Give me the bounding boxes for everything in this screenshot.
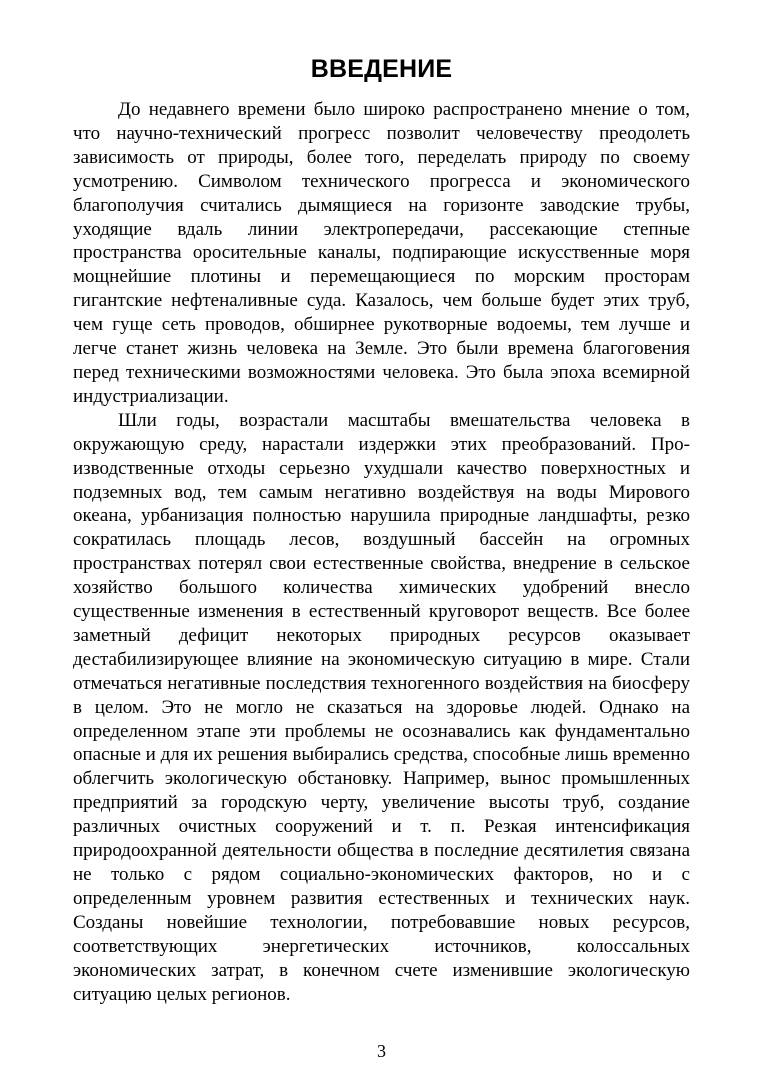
paragraph-consequences: Шли годы, возрастали масштабы вмешательства человека в окружающую среду, нарастали издержки этих преобразований. Производственные отходы серьезно ухудшали качество поверхностных и подземных вод, тем самым негативно воздействуя на воды Мирового океана, урбанизация полностью нарушила природные ландшафты, резко сократилась площадь лесов, воздушный бассейн на огромных пространствах потерял свои естественные свойства, внедрение в сельское хозяйство большого количества химических удобрений внесло существенные изменения в естественный круговорот веществ. Все более заметный дефицит некоторых природных ресурсов оказывает дестабилизирующее влияние на экономическую ситуацию в мире. Стали отмечаться негативные последствия техногенного воздействия на биосферу в целом. Это не могло не сказаться на здоровье людей. Однако на определенном этапе эти проблемы не осознавались как фундаментально опасные и для их решения выбирались средства, способные лишь временно облегчить экологическую обстановку. Например, вынос промышленных предприятий за городскую черту, увеличение высоты труб, создание различных очистных сооружений и т. п. Резкая интенсификация природоохранной деятельности общества в последние десятилетия связана не только с рядом социально-экономических факторов, но и с определенным уровнем развития естественных и технических наук. Созданы новейшие технологии, потребовавшие новых ресурсов, соответствующих энергетических источников, колоссальных экономических затрат, в конечном счете изменившие экологическую ситуацию целых регионов. (73, 409, 690, 1005)
page-title: ВВЕДЕНИЕ (310, 55, 453, 83)
body-text (73, 98, 690, 1006)
paragraph-intro: До недавнего времени было широко распространено мнение о том, что научно-технический прогресс позволит человечеству преодолеть зависимость от природы, более того, переделать природу по своему усмотрению. Символом технического прогресса и экономического благополучия считались дымящиеся на горизонте заводские трубы, уходящие вдаль линии электропередачи, рассекающие степные пространства оросительные каналы, подпирающие искусственные моря мощнейшие плотины и перемещающиеся по морским просторам гигантские нефтеналивные суда. Казалось, чем больше будет этих труб, чем гуще сеть проводов, обширнее рукотворные водоемы, тем лучше и легче станет жизнь человека на Земле. Это были времена благоговения перед техническими возможностями человека. Это была эпоха всемирной индустриализации. (73, 99, 690, 407)
page-number: 3 (377, 1041, 386, 1061)
